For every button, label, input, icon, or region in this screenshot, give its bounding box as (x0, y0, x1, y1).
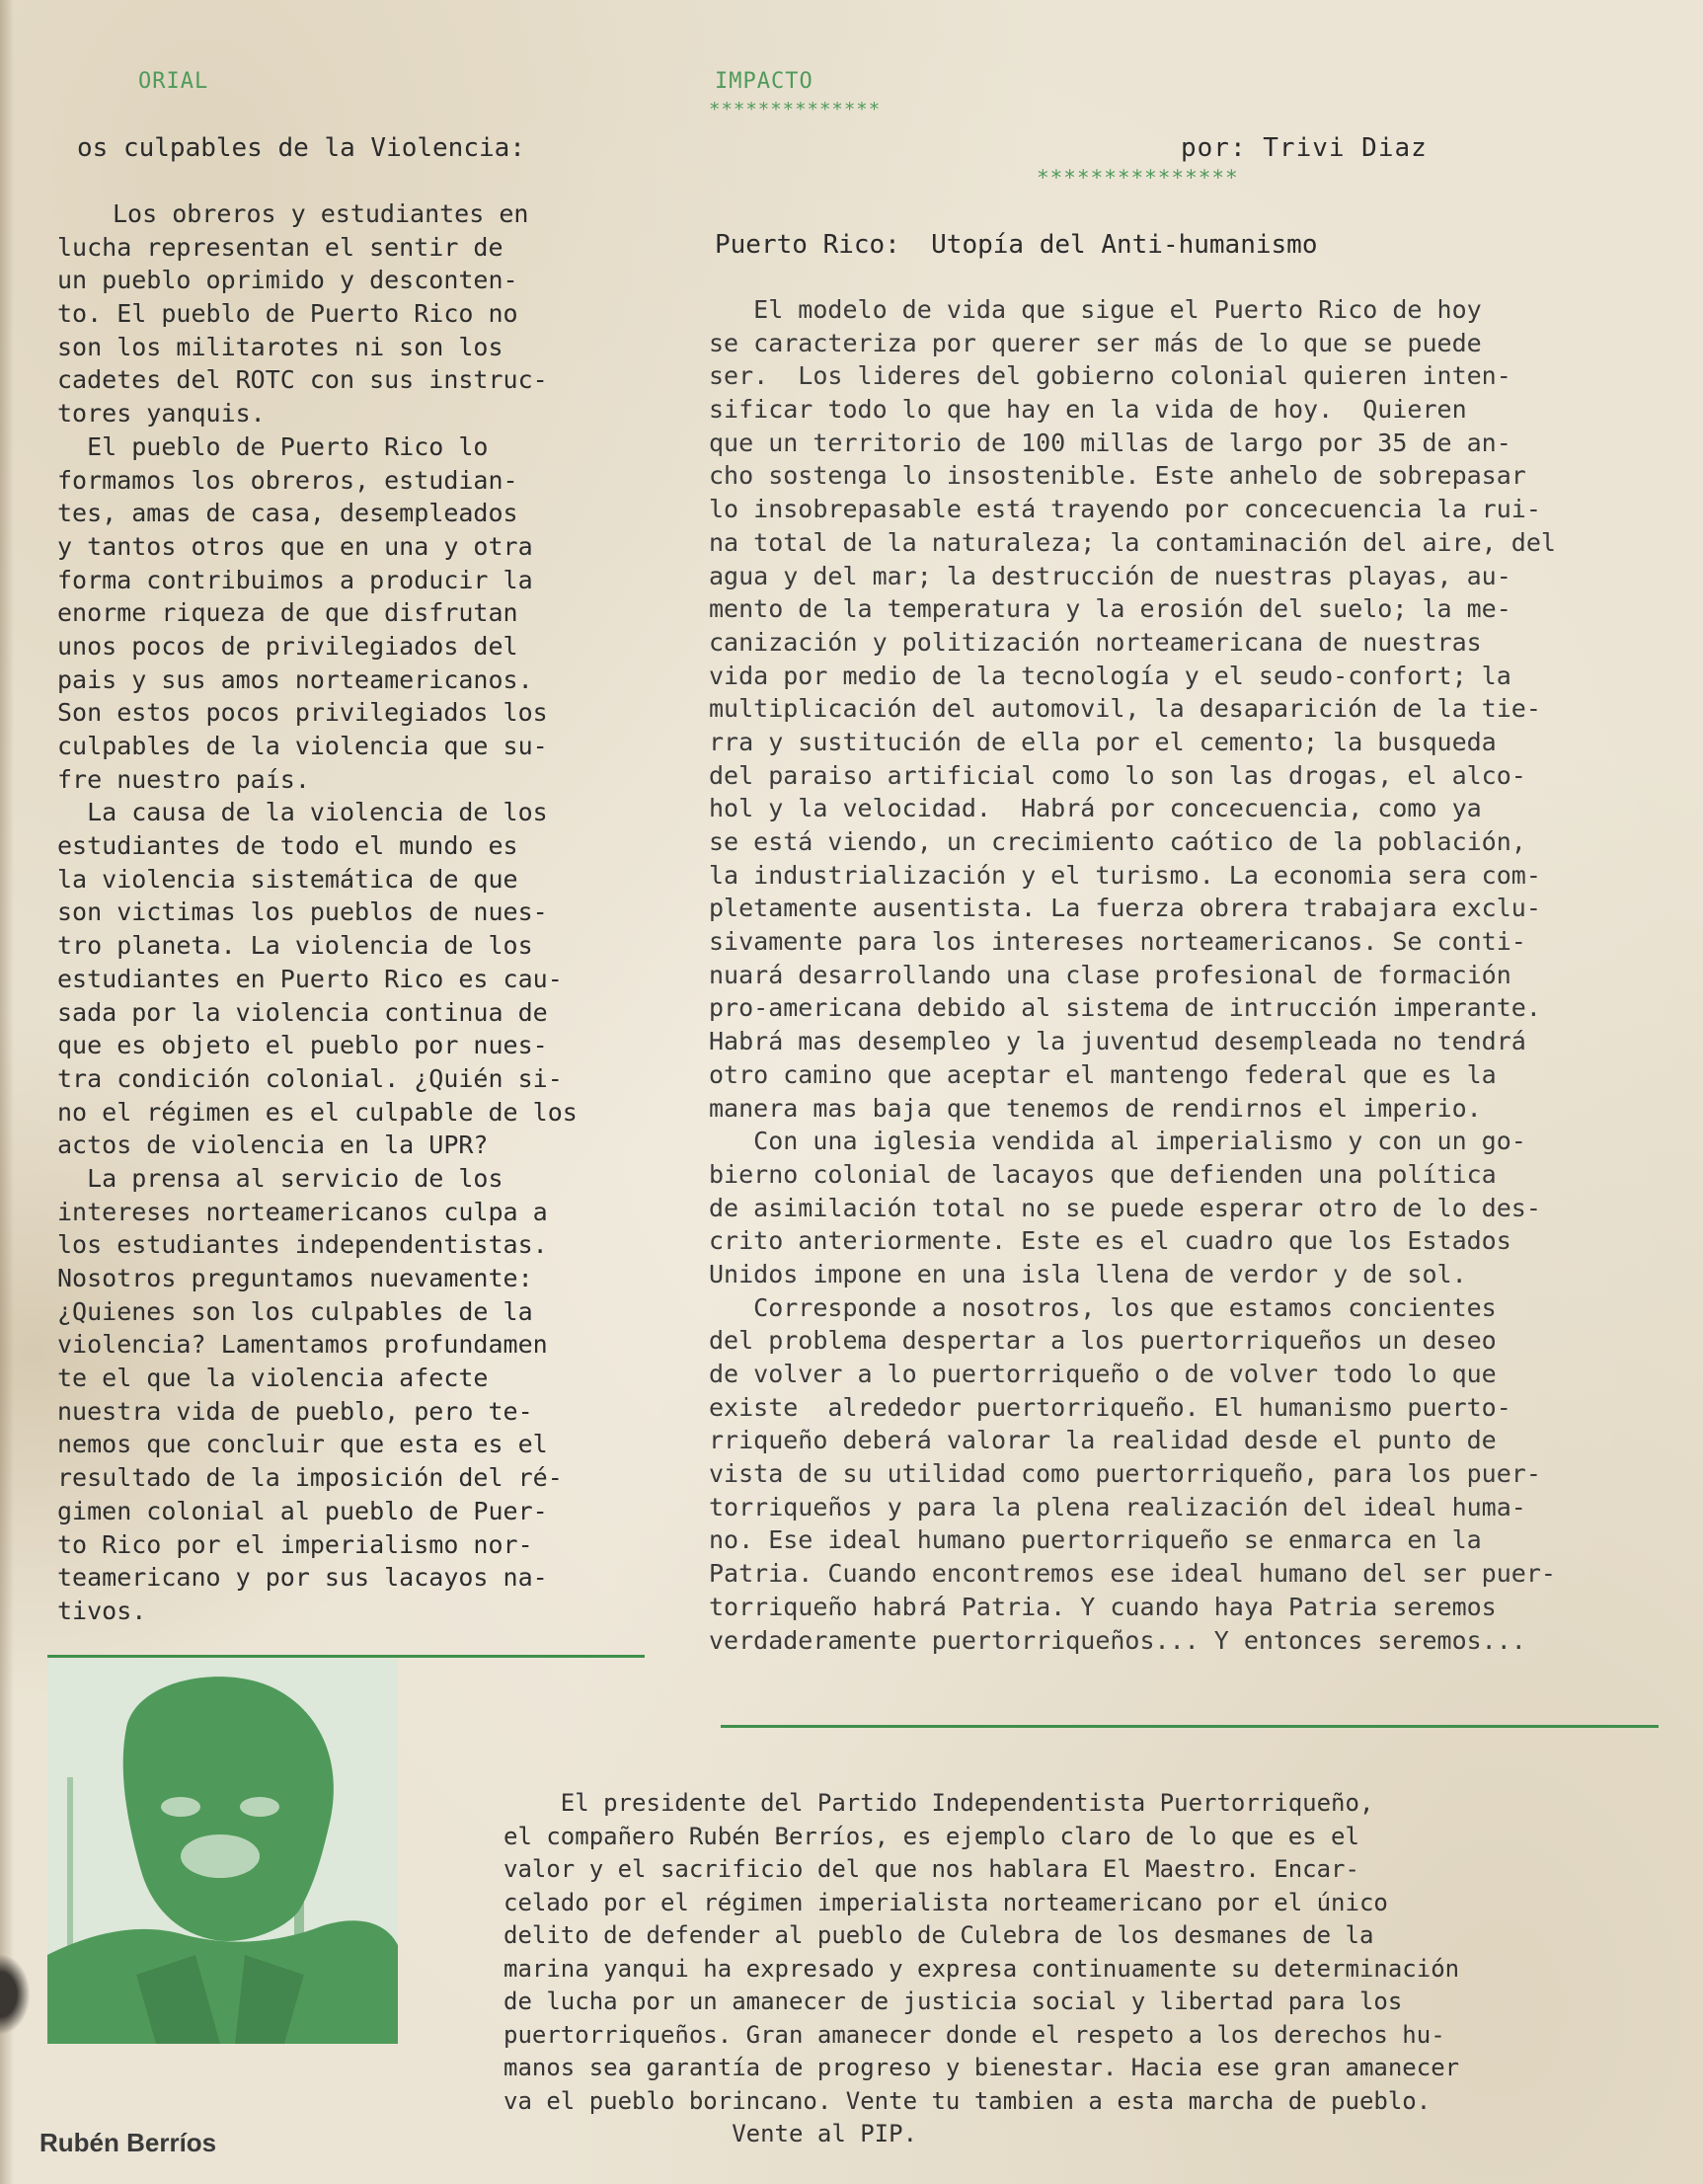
left-line: actos de violencia en la UPR? (57, 1131, 489, 1160)
right-line: la industrialización y el turismo. La economia sera com- (709, 860, 1541, 890)
left-line: to Rico por el imperialismo nor- (57, 1529, 533, 1559)
left-line: forma contribuimos a producir la (57, 565, 533, 594)
left-line: formamos los obreros, estudian- (57, 465, 518, 495)
left-line: la violencia sistemática de que (57, 864, 518, 894)
right-line: agua y del mar; la destrucción de nuestras playas, au- (709, 561, 1511, 590)
right-line: bierno colonial de lacayos que defienden una política (709, 1159, 1497, 1189)
right-line: torriqueño habrá Patria. Y cuando haya Patria seremos (709, 1592, 1497, 1621)
right-line: Con una iglesia vendida al imperialismo y con un go- (709, 1127, 1526, 1156)
right-line: existe alrededor puertorriqueño. El humanismo puerto- (709, 1392, 1511, 1422)
left-line: son victimas los pueblos de nues- (57, 897, 548, 927)
photo-caption: Rubén Berríos (39, 2128, 217, 2157)
left-article-title: os culpables de la Violencia: (77, 133, 525, 163)
right-article-body (709, 293, 1657, 1657)
bottom-line: Vente al PIP. (503, 2120, 918, 2147)
right-line: no. Ese ideal humano puertorriqueño se enmarca en la (709, 1525, 1482, 1555)
right-line: El modelo de vida que sigue el Puerto Rico de hoy (709, 295, 1482, 324)
left-line: intereses norteamericanos culpa a (57, 1197, 548, 1226)
right-line: ser. Los lideres del gobierno colonial quieren inten- (709, 361, 1511, 391)
left-line: to. El pueblo de Puerto Rico no (57, 299, 518, 329)
left-line: La prensa al servicio de los (57, 1163, 503, 1193)
right-line: torriqueños y para la plena realización del ideal huma- (709, 1492, 1526, 1521)
portrait-photo (47, 1659, 398, 2044)
left-line: tes, amas de casa, desempleados (57, 499, 518, 528)
right-line: nuará desarrollando una clase profesional de formación (709, 960, 1511, 989)
bottom-line: puertorriqueños. Gran amanecer donde el respeto a los derechos hu- (503, 2020, 1445, 2049)
left-line: son los militarotes ni son los (57, 332, 503, 361)
bottom-article-body (503, 1787, 1668, 2151)
right-divider-rule (721, 1725, 1659, 1728)
left-line: nuestra vida de pueblo, pero te- (57, 1396, 533, 1426)
left-line: gimen colonial al pueblo de Puer- (57, 1496, 548, 1525)
left-line: nemos que concluir que esta es el (57, 1430, 548, 1459)
right-line: Patria. Cuando encontremos ese ideal humano del ser puer- (709, 1559, 1556, 1589)
right-line: se está viendo, un crecimiento caótico de la población, (709, 827, 1526, 856)
left-line: sada por la violencia continua de (57, 997, 548, 1027)
right-line: mento de la temperatura y la erosión del suelo; la me- (709, 594, 1511, 624)
right-line: pro-americana debido al sistema de intrucción imperante. (709, 993, 1541, 1023)
left-header: ORIAL (138, 69, 209, 94)
right-line: sivamente para los intereses norteamericanos. Se conti- (709, 927, 1526, 957)
left-line: Los obreros y estudiantes en (113, 199, 529, 228)
right-line: vista de su utilidad como puertorriqueño, para los puer- (709, 1459, 1541, 1489)
byline-stars: *************** (1037, 166, 1239, 190)
left-line: cadetes del ROTC con sus instruc- (57, 365, 548, 395)
left-line: y tantos otros que en una y otra (57, 531, 533, 561)
left-line: Nosotros preguntamos nuevamente: (57, 1264, 533, 1292)
right-line: na total de la naturaleza; la contaminación del aire, del (709, 527, 1556, 557)
left-line: un pueblo oprimido y desconten- (57, 266, 518, 295)
left-article-body (57, 197, 650, 1628)
right-line: hol y la velocidad. Habrá por concecuencia, como ya (709, 794, 1482, 823)
right-line: de asimilación total no se puede esperar otro de lo des- (709, 1193, 1541, 1222)
byline: por: Trivi Diaz (1181, 133, 1428, 163)
bottom-line: delito de defender al pueblo de Culebra de los desmanes de la (503, 1921, 1374, 1949)
right-line: verdaderamente puertorriqueños... Y entonces seremos... (709, 1625, 1526, 1655)
left-line: ¿Quienes son los culpables de la (57, 1296, 533, 1326)
right-line: multiplicación del automovil, la desaparición de la tie- (709, 694, 1541, 724)
right-line: lo insobrepasable está trayendo por concecuencia la rui- (709, 495, 1541, 524)
left-line: tra condición colonial. ¿Quién si- (57, 1063, 563, 1093)
right-line: de volver a lo puertorriqueño o de volver todo lo que (709, 1360, 1497, 1388)
bottom-line: celado por el régimen imperialista norteamericano por el único (503, 1888, 1388, 1916)
left-line: El pueblo de Puerto Rico lo (57, 431, 489, 461)
right-line: rra y sustitución de ella por el cemento; la busqueda (709, 727, 1497, 756)
right-header-stars: ************** (709, 99, 882, 120)
left-line: enorme riqueza de que disfrutan (57, 598, 518, 628)
right-line: que un territorio de 100 millas de largo por 35 de an- (709, 428, 1511, 457)
left-line: los estudiantes independentistas. (57, 1230, 548, 1260)
bottom-line: el compañero Rubén Berríos, es ejemplo claro de lo que es el (503, 1822, 1359, 1850)
bottom-line: marina yanqui ha expresado y expresa continuamente su determinación (503, 1954, 1460, 1983)
left-line: tro planeta. La violencia de los (57, 931, 533, 961)
right-line: rriqueño deberá valorar la realidad desde el punto de (709, 1426, 1497, 1455)
right-line: Corresponde a nosotros, los que estamos concientes (709, 1292, 1497, 1322)
right-line: vida por medio de la tecnología y el seudo-confort; la (709, 661, 1511, 690)
right-line: crito anteriormente. Este es el cuadro que los Estados (709, 1226, 1511, 1256)
right-line: canización y politización norteamericana de nuestras (709, 627, 1482, 657)
left-line: fre nuestro país. (57, 764, 310, 794)
paper-edge-shadow (0, 0, 14, 2184)
right-line: Habrá mas desempleo y la juventud desempleada no tendrá (709, 1027, 1526, 1056)
left-divider-rule (47, 1655, 645, 1658)
right-line: se caracteriza por querer ser más de lo que se puede (709, 328, 1482, 357)
right-line: otro camino que aceptar el mantengo federal que es la (709, 1059, 1497, 1089)
bottom-line: de lucha por un amanecer de justicia social y libertad para los (503, 1988, 1403, 2015)
right-line: manera mas baja que tenemos de rendirnos el imperio. (709, 1093, 1482, 1123)
right-line: Unidos impone en una isla llena de verdor y de sol. (709, 1259, 1467, 1288)
left-line: violencia? Lamentamos profundamen (57, 1330, 548, 1360)
left-line: estudiantes de todo el mundo es (57, 831, 518, 861)
right-line: pletamente ausentista. La fuerza obrera trabajara exclu- (709, 894, 1541, 923)
right-line: del paraiso artificial como lo son las drogas, el alco- (709, 760, 1526, 790)
left-line: que es objeto el pueblo por nues- (57, 1031, 548, 1060)
left-line: no el régimen es el culpable de los (57, 1097, 578, 1127)
right-article-title: Puerto Rico: Utopía del Anti-humanismo (715, 230, 1318, 260)
left-line: La causa de la violencia de los (57, 798, 548, 827)
left-line: estudiantes en Puerto Rico es cau- (57, 964, 563, 993)
bottom-line: va el pueblo borincano. Vente tu tambien a esta marcha de pueblo. (503, 2086, 1432, 2115)
right-header: IMPACTO (715, 69, 813, 94)
left-line: Son estos pocos privilegiados los (57, 698, 548, 728)
left-line: tivos. (57, 1596, 147, 1625)
left-line: te el que la violencia afecte (57, 1364, 489, 1393)
bottom-line: valor y el sacrificio del que nos hablara El Maestro. Encar- (503, 1855, 1359, 1883)
left-line: unos pocos de privilegiados del (57, 631, 518, 661)
right-line: sificar todo lo que hay en la vida de hoy. Quieren (709, 395, 1467, 425)
bottom-line: manos sea garantía de progreso y bienestar. Hacia ese gran amanecer (503, 2054, 1460, 2081)
left-line: teamericano y por sus lacayos na- (57, 1563, 548, 1593)
right-line: del problema despertar a los puertorriqueños un deseo (709, 1326, 1497, 1356)
left-line: pais y sus amos norteamericanos. (57, 664, 533, 694)
left-line: resultado de la imposición del ré- (57, 1463, 563, 1493)
left-line: tores yanquis. (57, 399, 266, 429)
bottom-line: El presidente del Partido Independentista Puertorriqueño, (503, 1789, 1374, 1817)
left-line: culpables de la violencia que su- (57, 732, 548, 760)
right-line: cho sostenga lo insostenible. Este anhelo de sobrepasar (709, 461, 1526, 491)
left-line: lucha representan el sentir de (57, 232, 503, 262)
paper-tear (0, 1955, 30, 2034)
